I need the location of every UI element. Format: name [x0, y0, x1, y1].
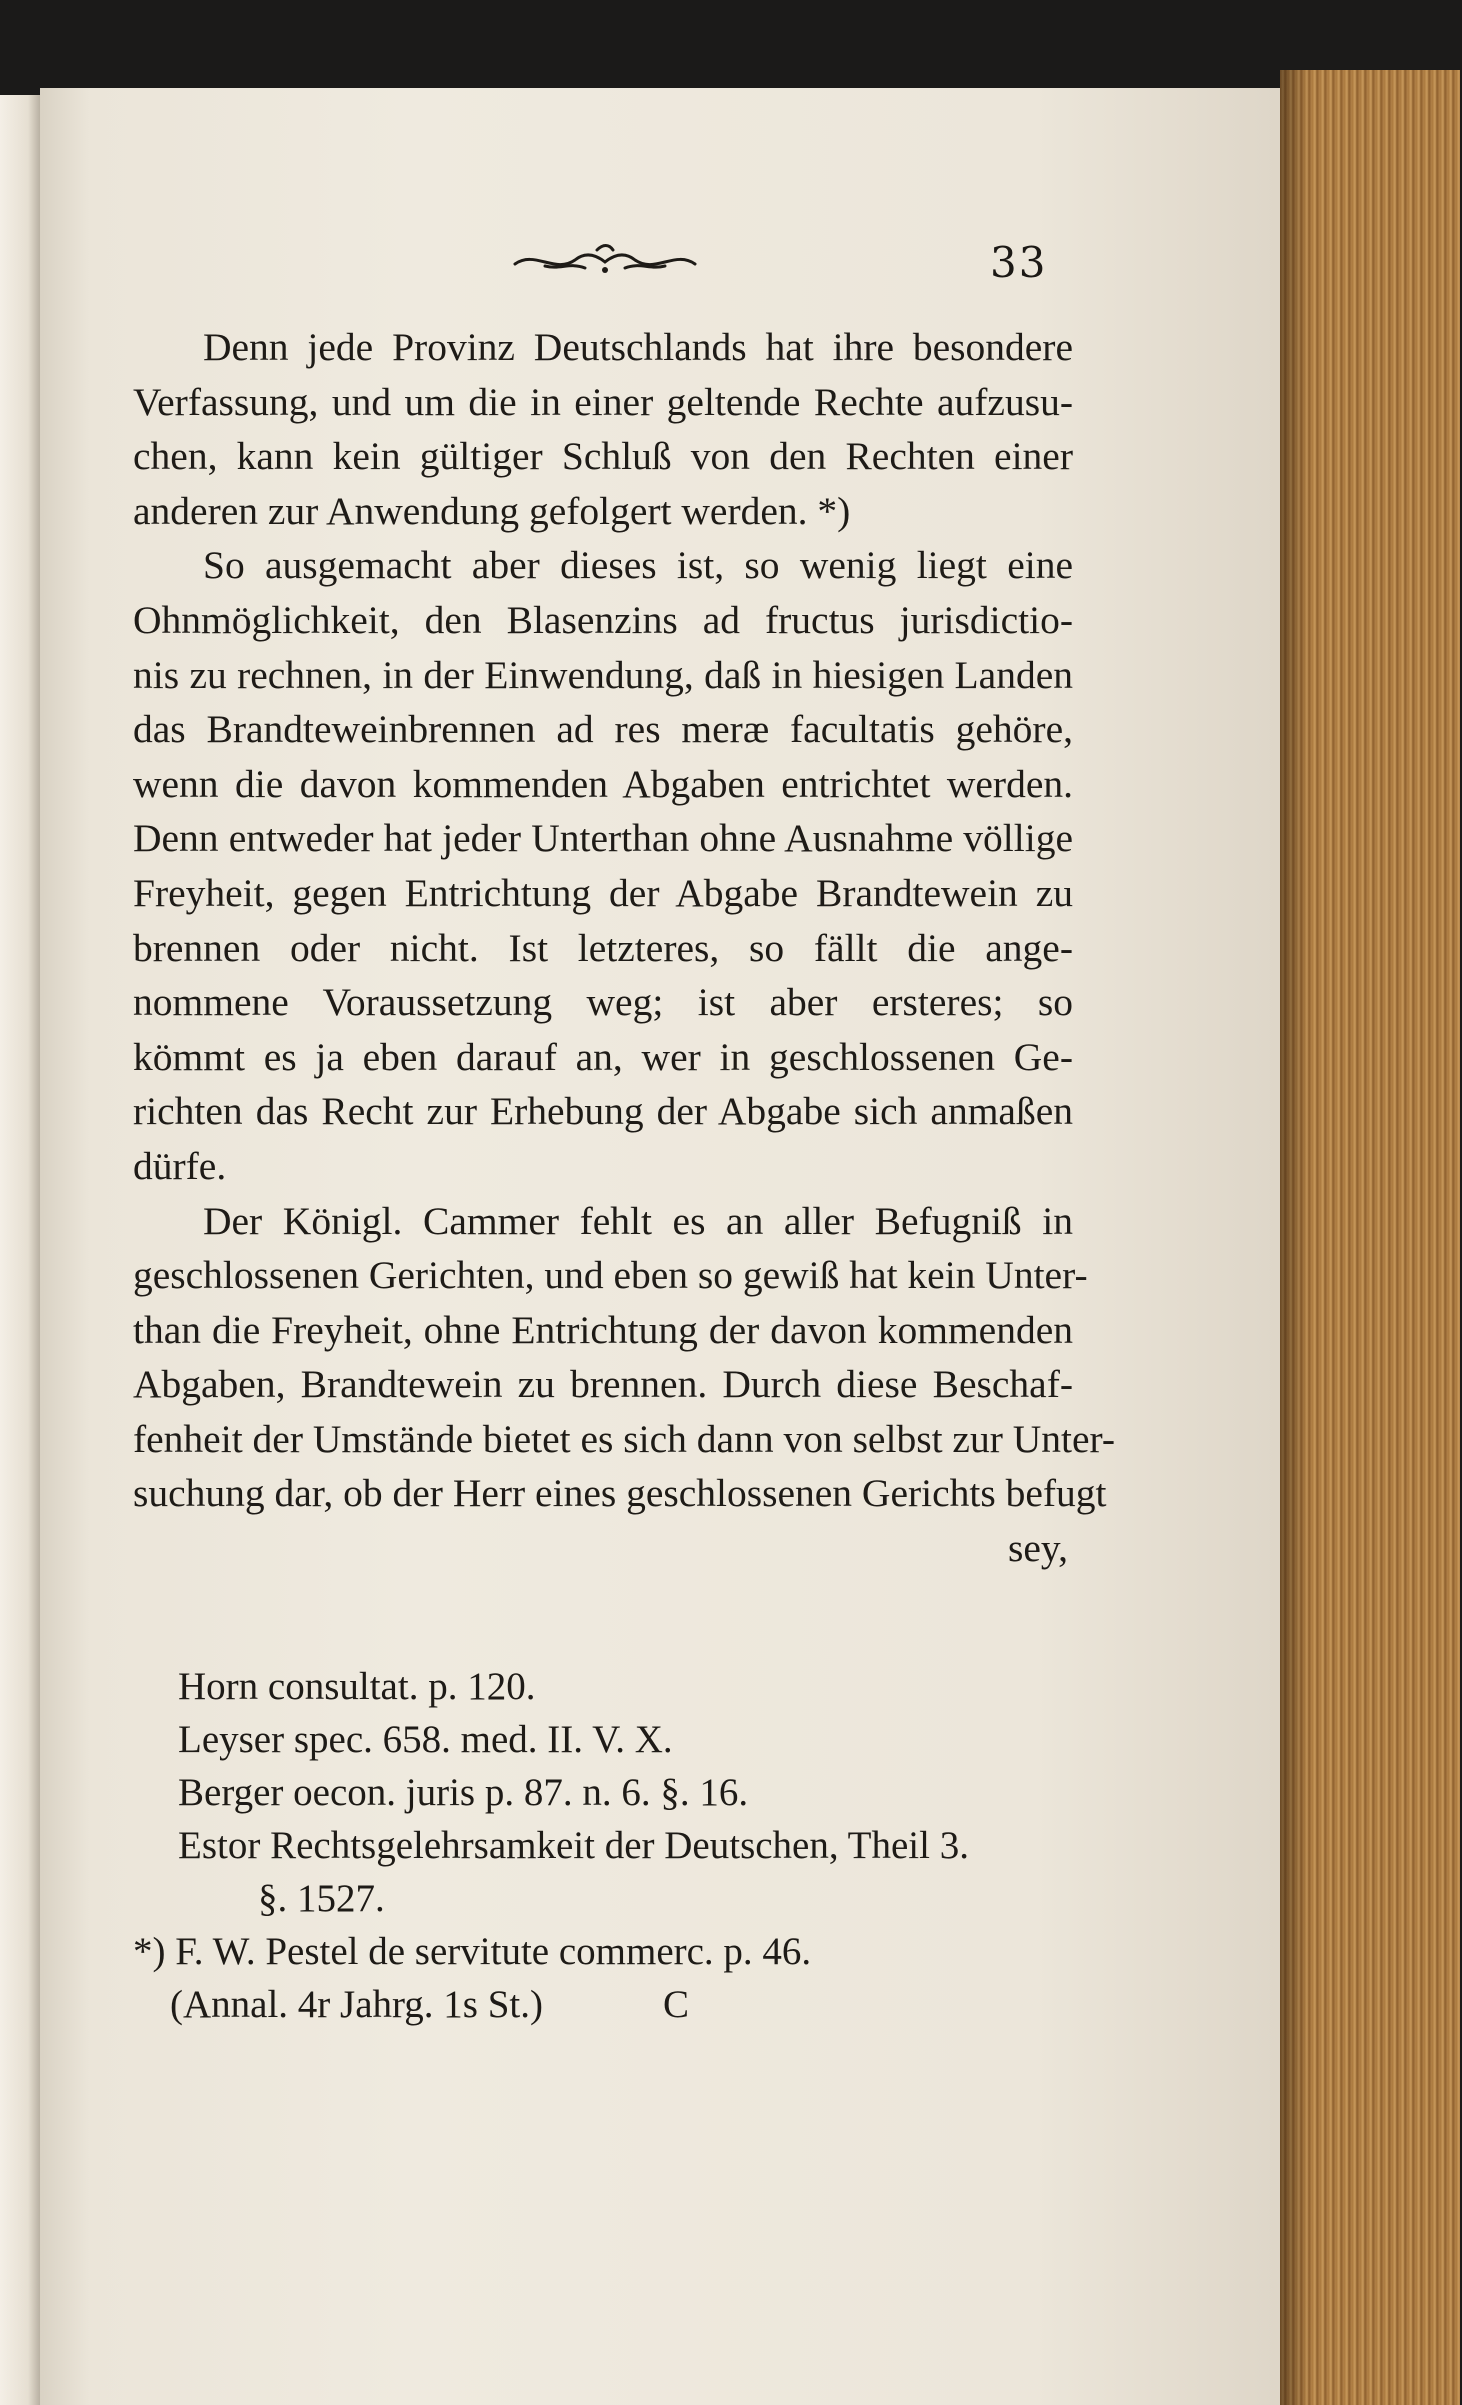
- text-line: than die Freyheit, ohne Entrichtung der davon kommenden: [133, 1307, 1073, 1352]
- text-line: fenheit der Umstände bietet es sich dann von selbst zur Unter-: [133, 1416, 1116, 1461]
- issue-reference: (Annal. 4r Jahrg. 1s St.): [170, 1983, 543, 2026]
- text-line: Ohnmöglichkeit, den Blasenzins ad fructus jurisdictio-: [133, 597, 1073, 642]
- text-line: Verfassung, und um die in einer geltende Rechte aufzusu-: [133, 379, 1073, 424]
- text-line: chen, kann kein gültiger Schluß von den Rechten einer: [133, 434, 1073, 479]
- text-line: So ausgemacht aber dieses ist, so wenig liegt eine: [203, 543, 1073, 588]
- text-line: brennen oder nicht. Ist letzteres, so fällt die ange-: [133, 925, 1073, 970]
- footnote: Leyser spec. 658. med. II. V. X.: [178, 1718, 673, 1761]
- footnote: Berger oecon. juris p. 87. n. 6. §. 16.: [178, 1771, 749, 1814]
- text-line: wenn die davon kommenden Abgaben entrichtet werden.: [133, 761, 1073, 806]
- ornament-icon: [505, 240, 705, 284]
- text-line: dürfe.: [133, 1143, 227, 1188]
- text-line: nommene Voraussetzung weg; ist aber ersteres; so: [133, 980, 1073, 1025]
- signature-mark: C: [663, 1983, 690, 2026]
- text-line: nis zu rechnen, in der Einwendung, daß in hiesigen Landen: [133, 652, 1073, 697]
- text-line: Abgaben, Brandtewein zu brennen. Durch diese Beschaf-: [133, 1362, 1073, 1407]
- text-line: das Brandteweinbrennen ad res meræ facultatis gehöre,: [133, 707, 1073, 752]
- text-line: kömmt es ja eben darauf an, wer in geschlossenen Ge-: [133, 1034, 1073, 1079]
- previous-page-edge: [0, 95, 40, 2405]
- footnotes: [133, 1660, 1098, 1978]
- text-line: Denn entweder hat jeder Unterthan ohne Ausnahme völlige: [133, 816, 1073, 861]
- page-edges: [1280, 70, 1460, 2405]
- footnote-star: *) F. W. Pestel de servitute commerc. p. 46.: [133, 1930, 812, 1973]
- bottom-line: [170, 1982, 1070, 2027]
- text-line: Der Königl. Cammer fehlt es an aller Befugniß in: [203, 1198, 1073, 1243]
- text-line: anderen zur Anwendung gefolgert werden. *): [133, 488, 851, 533]
- main-text: [133, 320, 1116, 1576]
- text-line: Denn jede Provinz Deutschlands hat ihre besondere: [203, 325, 1073, 369]
- catchword: sey,: [1008, 1526, 1068, 1571]
- footnote: Estor Rechtsgelehrsamkeit der Deutschen, Theil 3.: [178, 1824, 969, 1867]
- footnote: Horn consultat. p. 120.: [178, 1665, 536, 1708]
- text-line: Freyheit, gegen Entrichtung der Abgabe Brandtewein zu: [133, 870, 1073, 915]
- text-line: geschlossenen Gerichten, und eben so gewiß hat kein Unter-: [133, 1253, 1088, 1298]
- footnote: §. 1527.: [258, 1877, 385, 1920]
- text-line: suchung dar, ob der Herr eines geschlossenen Gerichts befugt: [133, 1471, 1107, 1516]
- text-line: richten das Recht zur Erhebung der Abgabe sich anmaßen: [133, 1089, 1073, 1134]
- page-number: 33: [990, 238, 1048, 287]
